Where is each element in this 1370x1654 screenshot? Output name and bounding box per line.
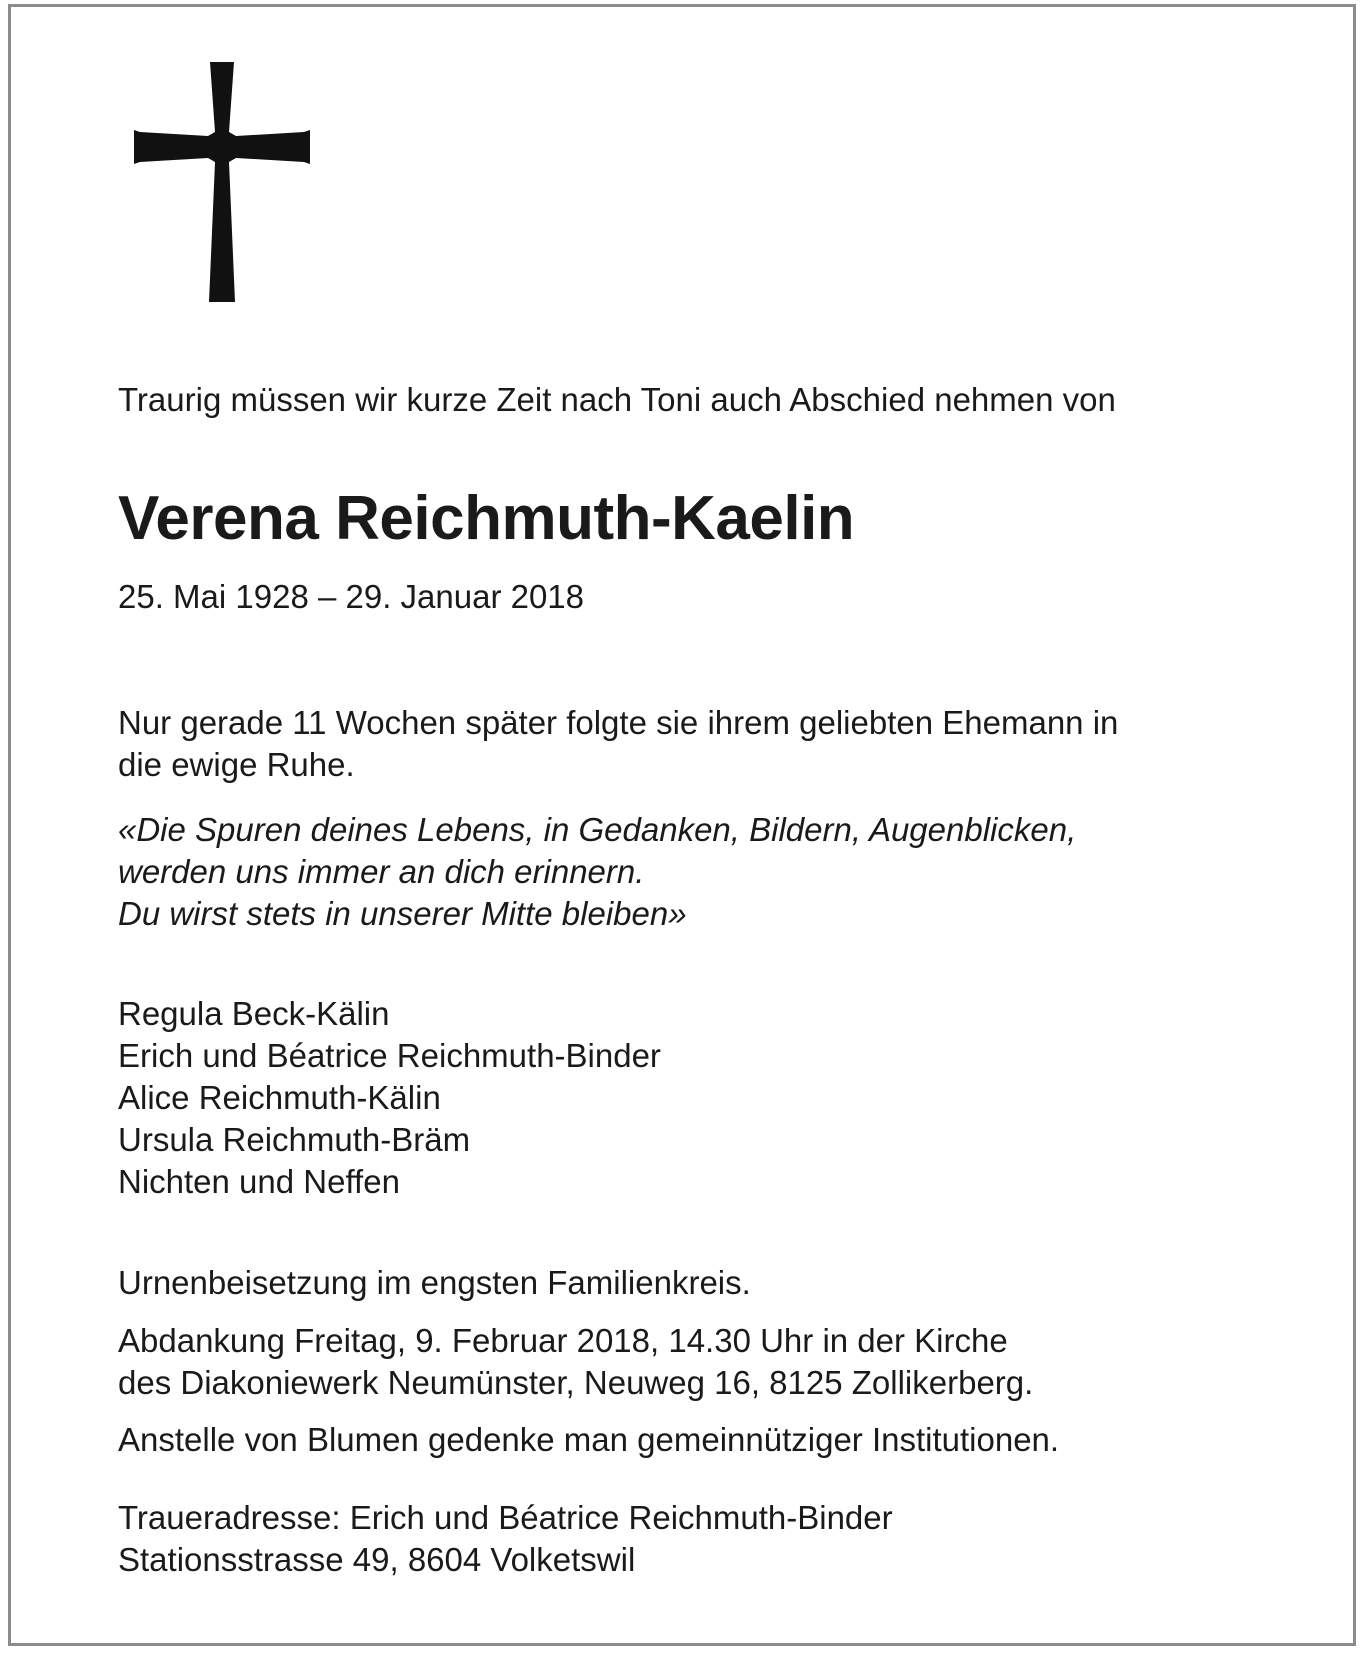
quote-line: werden uns immer an dich erinnern. — [118, 853, 645, 890]
intro-text: Traurig müssen wir kurze Zeit nach Toni auch Abschied nehmen von — [118, 381, 1116, 418]
paragraph-line: die ewige Ruhe. — [118, 746, 355, 783]
flowers-note: Anstelle von Blumen gedenke man gemeinnütziger Institutionen. — [118, 1421, 1060, 1458]
mourners-list — [118, 993, 661, 1203]
mourning-address — [118, 1497, 893, 1581]
paragraph-line: Nur gerade 11 Wochen später folgte sie ihrem geliebten Ehemann in — [118, 704, 1119, 741]
service-line: Abdankung Freitag, 9. Februar 2018, 14.30 Uhr in der Kirche — [118, 1322, 1008, 1359]
quote-line: Du wirst stets in unserer Mitte bleiben» — [118, 895, 687, 932]
life-dates: 25. Mai 1928 – 29. Januar 2018 — [118, 578, 585, 615]
memorial-quote — [118, 809, 1076, 935]
deceased-name: Verena Reichmuth-Kaelin — [118, 484, 855, 553]
service-line: des Diakoniewerk Neumünster, Neuweg 16, 8125 Zollikerberg. — [118, 1364, 1034, 1401]
mourner-name: Alice Reichmuth-Kälin — [118, 1079, 441, 1116]
mourner-name: Regula Beck-Kälin — [118, 995, 390, 1032]
funeral-service-info — [118, 1320, 1033, 1404]
memorial-paragraph — [118, 702, 1118, 786]
mourner-name: Nichten und Neffen — [118, 1163, 400, 1200]
mourner-name: Ursula Reichmuth-Bräm — [118, 1121, 471, 1158]
urn-burial-note: Urnenbeisetzung im engsten Familienkreis. — [118, 1264, 751, 1301]
quote-line: «Die Spuren deines Lebens, in Gedanken, Bildern, Augenblicken, — [118, 811, 1077, 848]
mourner-name: Erich und Béatrice Reichmuth-Binder — [118, 1037, 661, 1074]
cross-icon — [134, 62, 310, 302]
address-line: Traueradresse: Erich und Béatrice Reichmuth-Binder — [118, 1499, 893, 1536]
address-line: Stationsstrasse 49, 8604 Volketswil — [118, 1541, 636, 1578]
